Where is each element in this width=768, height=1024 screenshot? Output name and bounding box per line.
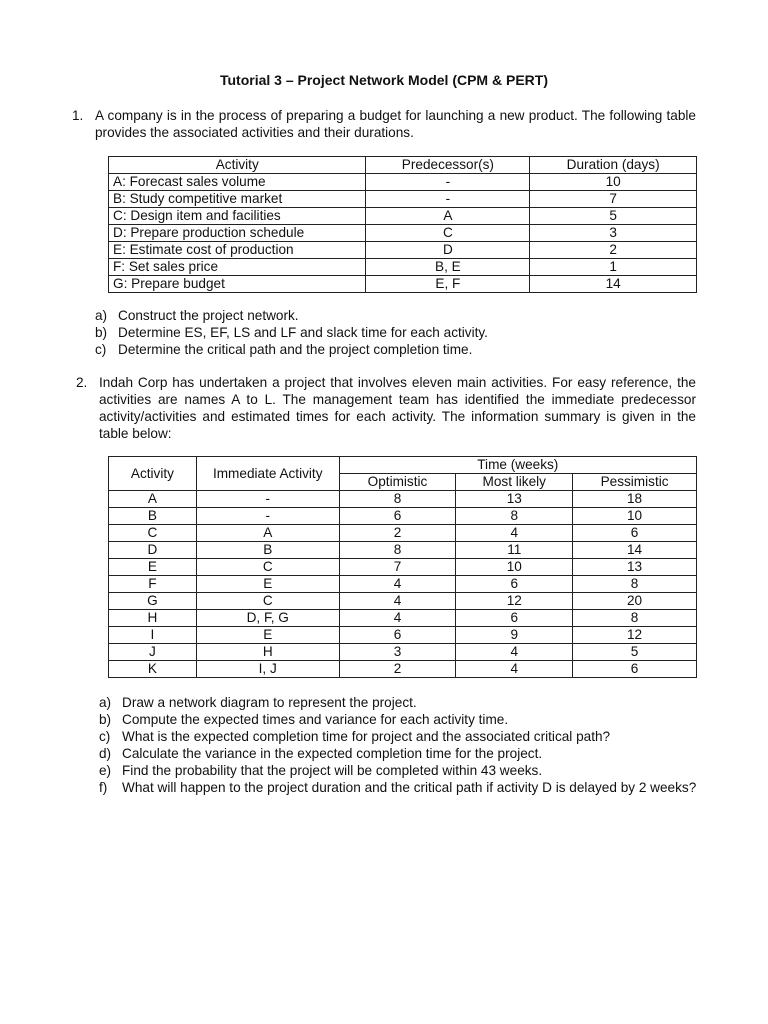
table-row (109, 610, 697, 627)
table-cell: B, E (366, 259, 530, 276)
table-cell: G (109, 593, 197, 610)
table-row (109, 576, 697, 593)
table-row (109, 191, 697, 208)
table-row (109, 225, 697, 242)
table-row (109, 559, 697, 576)
column-header: Activity (109, 457, 197, 491)
table-cell: 1 (530, 259, 697, 276)
subpart-text: Determine the critical path and the project completion time. (118, 342, 473, 357)
table-cell: 4 (456, 661, 573, 678)
column-header: Immediate Activity (196, 457, 339, 491)
table-cell: 13 (456, 491, 573, 508)
table-cell: C: Design item and facilities (109, 208, 366, 225)
question-2-subparts (99, 694, 696, 796)
table-cell: 7 (530, 191, 697, 208)
subpart-text: Construct the project network. (118, 308, 299, 323)
table-row (109, 259, 697, 276)
table-cell: F (109, 576, 197, 593)
table-cell: I, J (196, 661, 339, 678)
table-row (109, 208, 697, 225)
question-number: 1. (72, 108, 84, 123)
page-title: Tutorial 3 – Project Network Model (CPM & PERT) (219, 72, 548, 88)
table-cell: 6 (456, 576, 573, 593)
table-cell: 11 (456, 542, 573, 559)
column-header: Optimistic (339, 474, 456, 491)
table-cell: E: Estimate cost of production (109, 242, 366, 259)
table-cell: 8 (456, 508, 573, 525)
table-cell: J (109, 644, 197, 661)
table-cell: D, F, G (196, 610, 339, 627)
table-cell: 6 (573, 525, 697, 542)
subpart-text: What will happen to the project duration and the critical path if activity D is delayed by 2 weeks? (122, 780, 697, 795)
column-header: Time (weeks) (339, 457, 696, 474)
table-cell: A (366, 208, 530, 225)
table-cell: 4 (456, 525, 573, 542)
question-text: A company is in the process of preparing a budget for launching a new product. The following table provides the associated activities and their durations. (95, 108, 696, 140)
table-cell: E (109, 559, 197, 576)
table-row (109, 644, 697, 661)
subpart-label: b) (99, 712, 112, 727)
subpart-item (99, 728, 696, 745)
table-cell: D: Prepare production schedule (109, 225, 366, 242)
table-cell: C (109, 525, 197, 542)
table-header-row (109, 457, 697, 474)
table-row (109, 491, 697, 508)
subpart-item (99, 711, 696, 728)
table-cell: - (196, 508, 339, 525)
question-1-subparts (95, 307, 488, 358)
table-cell: D (366, 242, 530, 259)
question-text: Indah Corp has undertaken a project that involves eleven main activities. For easy reference, the activities are names A to L. The management team has identified the immediate predecessor activity/activities and estimated times for each activity. The information summary is given in the table below: (99, 375, 696, 441)
question-1 (72, 107, 696, 141)
subpart-text: What is the expected completion time for project and the associated critical path? (122, 729, 611, 744)
table-cell: K (109, 661, 197, 678)
subpart-label: b) (95, 325, 108, 340)
table-cell: 14 (530, 276, 697, 293)
table-cell: 5 (573, 644, 697, 661)
table-cell: 6 (456, 610, 573, 627)
subpart-text: Draw a network diagram to represent the project. (122, 695, 417, 710)
subpart-text: Determine ES, EF, LS and LF and slack time for each activity. (118, 325, 488, 340)
table-cell: 4 (456, 644, 573, 661)
subpart-label: a) (99, 695, 112, 710)
table-cell: - (196, 491, 339, 508)
table-cell: E (196, 627, 339, 644)
column-header: Duration (days) (530, 157, 697, 174)
table-cell: 2 (339, 525, 456, 542)
table-cell: 8 (339, 542, 456, 559)
table-cell: H (109, 610, 197, 627)
table-cell: 4 (339, 576, 456, 593)
subpart-item (99, 779, 696, 796)
table-cell: 12 (573, 627, 697, 644)
table-row (109, 593, 697, 610)
table-row (109, 242, 697, 259)
subpart-text: Calculate the variance in the expected completion time for the project. (122, 746, 543, 761)
table-cell: 12 (456, 593, 573, 610)
table-cell: E, F (366, 276, 530, 293)
table-cell: 20 (573, 593, 697, 610)
table-cell: D (109, 542, 197, 559)
subpart-item (99, 745, 696, 762)
table-cell: H (196, 644, 339, 661)
table-cell: C (196, 593, 339, 610)
question-2 (76, 374, 696, 442)
column-header: Most likely (456, 474, 573, 491)
table-cell: 4 (339, 593, 456, 610)
table-cell: 6 (339, 508, 456, 525)
table-cell: B (196, 542, 339, 559)
pert-time-table (108, 456, 697, 678)
subpart-label: f) (99, 780, 108, 795)
table-cell: E (196, 576, 339, 593)
question-number: 2. (76, 375, 88, 390)
table-row (109, 542, 697, 559)
table-cell: A (109, 491, 197, 508)
subpart-label: a) (95, 308, 108, 323)
activity-duration-table (108, 156, 697, 293)
table-cell: C (196, 559, 339, 576)
table-header-row (109, 157, 697, 174)
table-cell: 3 (339, 644, 456, 661)
table-cell: A (196, 525, 339, 542)
table-cell: B: Study competitive market (109, 191, 366, 208)
table-cell: 13 (573, 559, 697, 576)
table-row (109, 525, 697, 542)
table-cell: 6 (339, 627, 456, 644)
table-row (109, 276, 697, 293)
column-header: Activity (109, 157, 366, 174)
table-cell: 10 (530, 174, 697, 191)
table-cell: 2 (530, 242, 697, 259)
table-cell: 10 (456, 559, 573, 576)
table-cell: 9 (456, 627, 573, 644)
table-cell: B (109, 508, 197, 525)
column-header: Predecessor(s) (366, 157, 530, 174)
table-cell: 5 (530, 208, 697, 225)
table-row (109, 174, 697, 191)
subpart-item (95, 324, 488, 341)
table-row (109, 627, 697, 644)
subpart-label: c) (99, 729, 111, 744)
subpart-item (95, 341, 488, 358)
table-cell: C (366, 225, 530, 242)
subpart-item (99, 694, 696, 711)
table-cell: 8 (339, 491, 456, 508)
subpart-text: Find the probability that the project will be completed within 43 weeks. (122, 763, 543, 778)
table-row (109, 508, 697, 525)
subpart-text: Compute the expected times and variance for each activity time. (122, 712, 509, 727)
table-row (109, 661, 697, 678)
table-cell: 2 (339, 661, 456, 678)
subpart-item (95, 307, 488, 324)
table-cell: 7 (339, 559, 456, 576)
table-cell: - (366, 191, 530, 208)
table-cell: 8 (573, 576, 697, 593)
table-cell: 4 (339, 610, 456, 627)
subpart-label: c) (95, 342, 107, 357)
table-cell: G: Prepare budget (109, 276, 366, 293)
table-cell: A: Forecast sales volume (109, 174, 366, 191)
table-cell: 3 (530, 225, 697, 242)
table-cell: 10 (573, 508, 697, 525)
table-cell: - (366, 174, 530, 191)
subpart-label: d) (99, 746, 112, 761)
subpart-item (99, 762, 696, 779)
pert-table-body (109, 491, 697, 678)
table-cell: 14 (573, 542, 697, 559)
column-header: Pessimistic (573, 474, 697, 491)
table-cell: F: Set sales price (109, 259, 366, 276)
table-cell: 18 (573, 491, 697, 508)
table-cell: 6 (573, 661, 697, 678)
table-cell: I (109, 627, 197, 644)
subpart-label: e) (99, 763, 112, 778)
table-cell: 8 (573, 610, 697, 627)
